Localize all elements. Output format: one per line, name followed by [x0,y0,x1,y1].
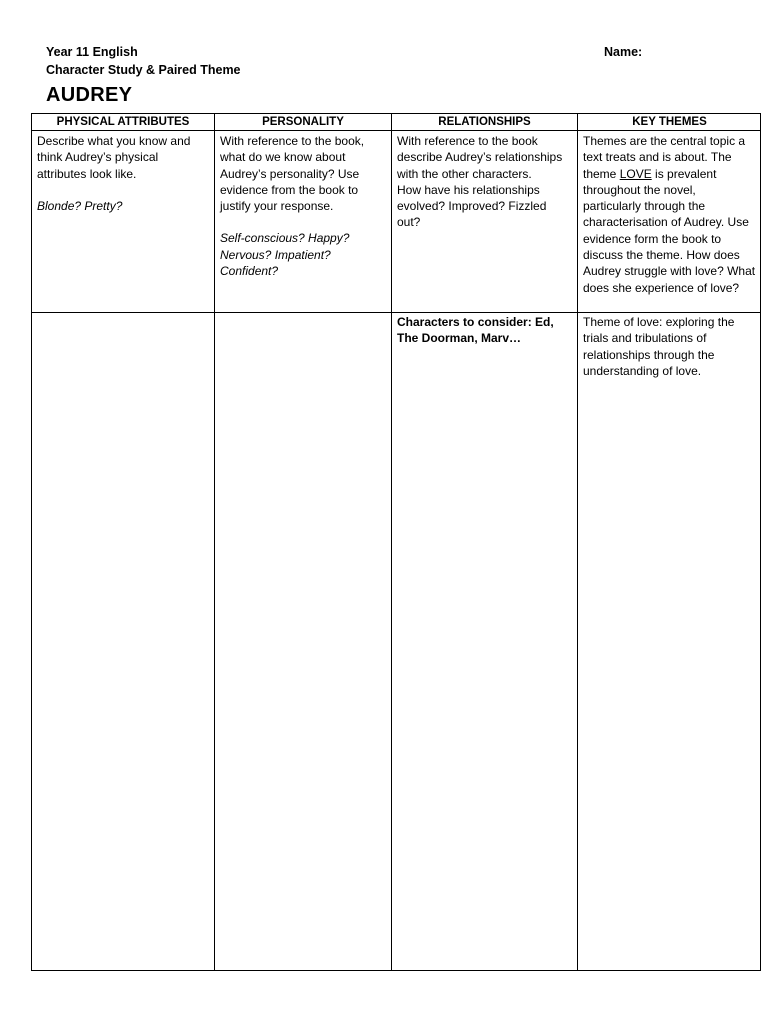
column-header-personality: PERSONALITY [262,116,344,128]
physical-prompt: Describe what you know and think Audrey’s physical attributes look like. [37,134,191,181]
relationships-cell [391,133,577,231]
key-themes-text [583,133,756,296]
key-themes-cell [577,133,761,296]
relationships-prompt: With reference to the book describe Audrey’s relationships with the other characters. [397,134,563,181]
relationships-answer-cell[interactable] [391,314,577,347]
characters-to-consider: Characters to consider: Ed, The Doorman, Marv… [397,315,554,346]
personality-prompt: With reference to the book, what do we know about Audrey’s personality? Use evidence from the book to justify your response. [220,134,365,214]
physical-examples: Blonde? Pretty? [37,198,123,213]
theme-of-love-text: Theme of love: exploring the trials and tribulations of relationships through the understanding of love. [583,315,735,378]
page-title: AUDREY [46,84,133,106]
column-header-relationships: RELATIONSHIPS [438,116,531,128]
name-field-label: Name: [604,45,643,59]
table-border-bottom [31,970,761,971]
subtitle-label: Character Study & Paired Theme [46,63,241,77]
key-themes-part1: Themes are the central topic a text treats and is about. The theme [583,134,746,181]
course-label: Year 11 English [46,45,138,59]
header-row-divider [31,130,761,131]
key-themes-love-underlined: LOVE [619,166,652,181]
personality-examples: Self-conscious? Happy? Nervous? Impatient? Confident? [220,231,350,279]
key-themes-part2: is prevalent throughout the novel, particularly through the characterisation of Audrey. Use evidence form the book to discuss the theme. How does Audrey struggle with love? What does she experience of love? [583,166,756,295]
column-header-key-themes: KEY THEMES [632,116,707,128]
character-study-table [31,113,761,971]
theme-of-love-cell[interactable] [577,314,761,379]
row-divider [31,312,761,313]
table-border-left [31,113,32,971]
personality-cell [214,133,391,279]
column-header-physical: PHYSICAL ATTRIBUTES [56,116,190,128]
column-divider-2 [391,113,392,971]
relationships-followup: How have his relationships evolved? Improved? Fizzled out? [397,182,547,230]
physical-attributes-cell [31,133,214,214]
